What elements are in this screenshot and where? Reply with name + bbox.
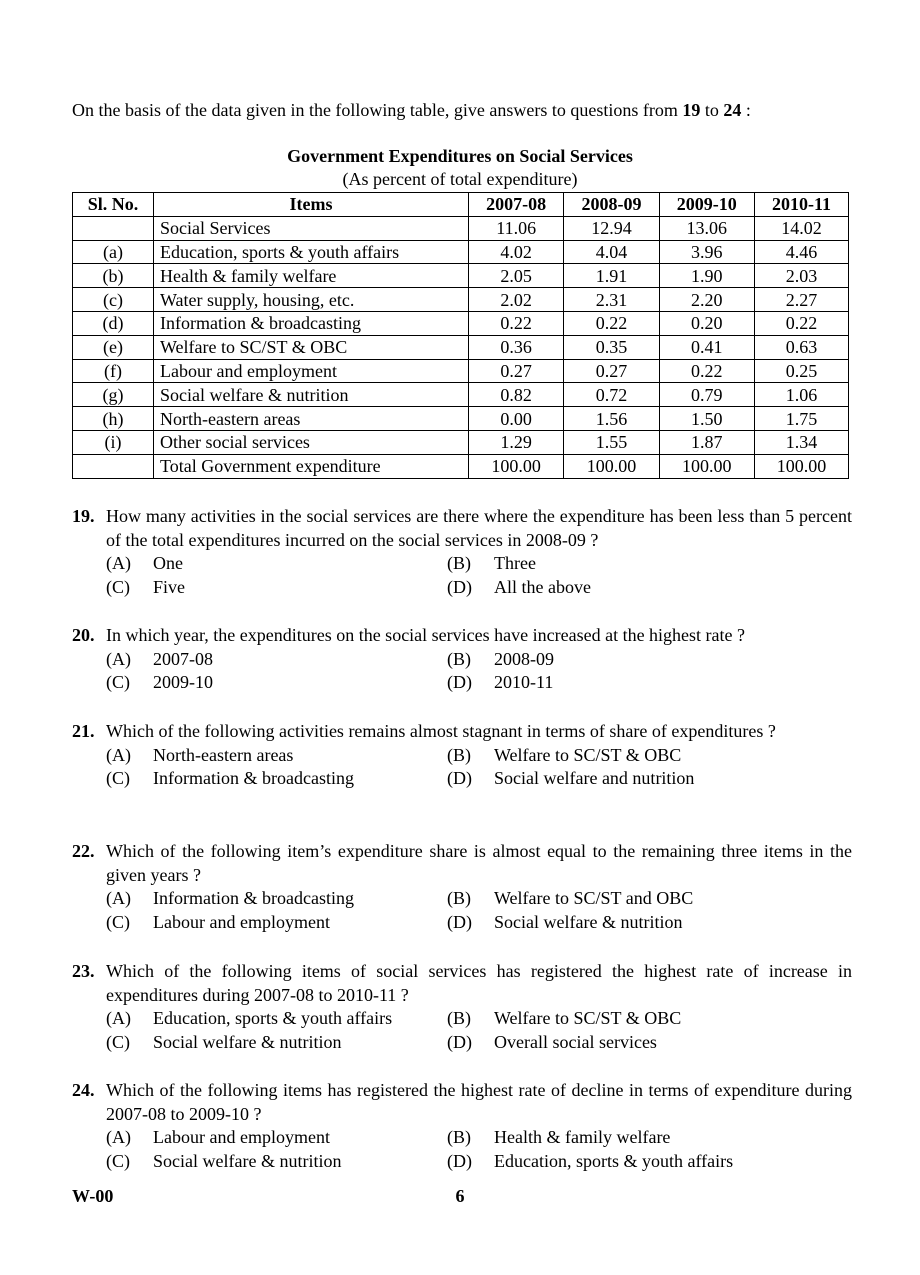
answer-option[interactable]	[106, 911, 447, 935]
answer-option[interactable]	[106, 1031, 447, 1055]
question-text: Which of the following items has registered the highest rate of decline in terms of expenditure during 2007-08 to 2009-10 ?	[106, 1080, 852, 1124]
value-cell: 0.36	[469, 335, 564, 359]
option-text: Three	[494, 553, 536, 573]
value-cell: 0.25	[754, 359, 848, 383]
option-label: (C)	[106, 1150, 130, 1171]
option-text: Five	[153, 576, 186, 597]
expenditure-table	[72, 192, 849, 479]
answer-option[interactable]	[447, 648, 852, 672]
table-row	[73, 216, 849, 240]
answer-option[interactable]	[106, 767, 447, 791]
answer-option[interactable]	[106, 648, 447, 672]
option-text: 2008-09	[494, 648, 554, 669]
option-label: (C)	[106, 672, 130, 692]
serial-cell	[73, 454, 154, 478]
value-cell: 0.27	[564, 359, 659, 383]
question-text: Which of the following items of social services has registered the highest rate of increase in expenditures during 2007-08 to 2010-11 ?	[106, 961, 852, 1005]
answer-option[interactable]	[447, 576, 852, 600]
column-header: Items	[154, 193, 469, 217]
option-label: (B)	[447, 553, 471, 573]
value-cell: 1.34	[754, 430, 848, 454]
option-text: Education, sports & youth affairs	[153, 1008, 393, 1028]
option-text: Welfare to SC/ST & OBC	[494, 1008, 682, 1028]
question-text: Which of the following activities remains almost stagnant in terms of share of expenditures ?	[106, 721, 776, 741]
value-cell: 4.04	[564, 240, 659, 264]
option-label: (B)	[447, 888, 471, 908]
value-cell: 14.02	[754, 216, 848, 240]
option-text: Social welfare & nutrition	[153, 1031, 342, 1052]
option-text: Labour and employment	[153, 911, 330, 932]
option-text: One	[153, 553, 183, 573]
option-label: (D)	[447, 768, 472, 788]
serial-cell: (f)	[73, 359, 154, 383]
option-label: (D)	[447, 576, 472, 597]
option-label: (D)	[447, 672, 472, 692]
option-label: (B)	[447, 1008, 471, 1028]
column-header: 2008-09	[564, 193, 659, 217]
page-number: 6	[455, 1186, 465, 1206]
item-cell: Education, sports & youth affairs	[154, 240, 469, 264]
answer-option[interactable]	[106, 1007, 447, 1031]
answer-option[interactable]	[106, 887, 447, 911]
table-subtitle: (As percent of total expenditure)	[342, 169, 578, 189]
question-number: 23.	[72, 961, 95, 981]
table-row	[73, 430, 849, 454]
option-text: North-eastern areas	[153, 744, 294, 765]
answer-option[interactable]	[447, 887, 852, 911]
serial-cell: (a)	[73, 240, 154, 264]
question-23	[72, 960, 852, 1054]
table-header-row	[73, 193, 849, 217]
value-cell: 11.06	[469, 216, 564, 240]
value-cell: 4.46	[754, 240, 848, 264]
serial-cell: (g)	[73, 383, 154, 407]
answer-option[interactable]	[447, 1150, 852, 1174]
value-cell: 0.22	[659, 359, 754, 383]
table-row	[73, 264, 849, 288]
answer-option[interactable]	[106, 576, 447, 600]
item-cell: Health & family welfare	[154, 264, 469, 288]
value-cell: 0.27	[469, 359, 564, 383]
serial-cell: (b)	[73, 264, 154, 288]
option-text: Social welfare & nutrition	[153, 1150, 342, 1171]
answer-option[interactable]	[447, 552, 852, 576]
option-label: (C)	[106, 911, 130, 932]
value-cell: 0.00	[469, 407, 564, 431]
value-cell: 0.41	[659, 335, 754, 359]
answer-option[interactable]	[447, 1031, 852, 1055]
value-cell: 2.02	[469, 288, 564, 312]
value-cell: 2.20	[659, 288, 754, 312]
value-cell: 0.35	[564, 335, 659, 359]
option-text: Social welfare & nutrition	[494, 911, 683, 932]
question-number: 19.	[72, 506, 95, 526]
table-row	[73, 383, 849, 407]
column-header: 2007-08	[469, 193, 564, 217]
option-label: (D)	[447, 1031, 472, 1052]
item-cell: Total Government expenditure	[154, 454, 469, 478]
question-text: How many activities in the social services are there where the expenditure has been less than 5 percent of the total expenditures incurred on the social services in 2008-09 ?	[106, 506, 852, 550]
instructions: On the basis of the data given in the following table, give answers to questions from 19 to 24 :	[72, 100, 751, 120]
value-cell: 1.87	[659, 430, 754, 454]
value-cell: 100.00	[754, 454, 848, 478]
option-label: (B)	[447, 1127, 471, 1147]
option-text: Overall social services	[494, 1031, 657, 1052]
option-label: (C)	[106, 768, 130, 788]
question-21	[72, 720, 852, 791]
value-cell: 0.63	[754, 335, 848, 359]
option-text: Information & broadcasting	[153, 888, 354, 908]
value-cell: 2.27	[754, 288, 848, 312]
option-text: Information & broadcasting	[153, 768, 354, 788]
option-label: (A)	[106, 744, 131, 765]
option-text: Education, sports & youth affairs	[494, 1150, 734, 1171]
answer-option[interactable]	[106, 1126, 447, 1150]
table-title: Government Expenditures on Social Services	[287, 146, 633, 166]
value-cell: 100.00	[659, 454, 754, 478]
value-cell: 2.05	[469, 264, 564, 288]
question-text: In which year, the expenditures on the social services have increased at the highest rate ?	[106, 625, 746, 645]
column-header: 2010-11	[754, 193, 848, 217]
item-cell: North-eastern areas	[154, 407, 469, 431]
table-row	[73, 240, 849, 264]
option-label: (A)	[106, 553, 131, 573]
value-cell: 1.50	[659, 407, 754, 431]
value-cell: 1.56	[564, 407, 659, 431]
value-cell: 1.29	[469, 430, 564, 454]
value-cell: 0.22	[469, 311, 564, 335]
value-cell: 0.72	[564, 383, 659, 407]
value-cell: 0.20	[659, 311, 754, 335]
value-cell: 2.03	[754, 264, 848, 288]
value-cell: 1.55	[564, 430, 659, 454]
option-text: Labour and employment	[153, 1127, 330, 1147]
option-text: 2007-08	[153, 648, 213, 669]
option-label: (B)	[447, 744, 471, 765]
paper-code: W-00	[72, 1186, 114, 1206]
option-label: (A)	[106, 1127, 131, 1147]
answer-option[interactable]	[106, 744, 447, 768]
table-row	[73, 359, 849, 383]
answer-option[interactable]	[447, 911, 852, 935]
value-cell: 2.31	[564, 288, 659, 312]
item-cell: Labour and employment	[154, 359, 469, 383]
answer-option[interactable]	[447, 1007, 852, 1031]
question-number: 24.	[72, 1080, 95, 1100]
table-row	[73, 311, 849, 335]
value-cell: 0.82	[469, 383, 564, 407]
option-text: Health & family welfare	[494, 1127, 671, 1147]
option-label: (A)	[106, 648, 131, 669]
value-cell: 1.75	[754, 407, 848, 431]
value-cell: 13.06	[659, 216, 754, 240]
question-number: 21.	[72, 721, 95, 741]
table-row	[73, 288, 849, 312]
answer-option[interactable]	[106, 671, 447, 695]
question-24	[72, 1079, 852, 1173]
option-text: Welfare to SC/ST & OBC	[494, 744, 682, 765]
value-cell: 4.02	[469, 240, 564, 264]
value-cell: 0.22	[564, 311, 659, 335]
item-cell: Water supply, housing, etc.	[154, 288, 469, 312]
option-text: All the above	[494, 576, 591, 597]
option-label: (B)	[447, 648, 471, 669]
item-cell: Other social services	[154, 430, 469, 454]
serial-cell: (e)	[73, 335, 154, 359]
serial-cell: (i)	[73, 430, 154, 454]
value-cell: 100.00	[564, 454, 659, 478]
option-label: (D)	[447, 1150, 472, 1171]
answer-option[interactable]	[106, 552, 447, 576]
option-text: Social welfare and nutrition	[494, 768, 695, 788]
value-cell: 0.79	[659, 383, 754, 407]
value-cell: 12.94	[564, 216, 659, 240]
question-20	[72, 624, 852, 695]
column-header: 2009-10	[659, 193, 754, 217]
item-cell: Social Services	[154, 216, 469, 240]
question-text: Which of the following item’s expenditure share is almost equal to the remaining three items in the given years ?	[106, 841, 852, 885]
question-19	[72, 505, 852, 599]
item-cell: Information & broadcasting	[154, 311, 469, 335]
question-number: 22.	[72, 841, 95, 861]
option-label: (C)	[106, 576, 130, 597]
table-row	[73, 407, 849, 431]
option-label: (A)	[106, 1008, 131, 1028]
answer-option[interactable]	[447, 767, 852, 791]
value-cell: 1.91	[564, 264, 659, 288]
option-text: 2009-10	[153, 672, 213, 692]
option-label: (A)	[106, 888, 131, 908]
answer-option[interactable]	[106, 1150, 447, 1174]
column-header: Sl. No.	[73, 193, 154, 217]
answer-option[interactable]	[447, 744, 852, 768]
value-cell: 1.90	[659, 264, 754, 288]
serial-cell: (d)	[73, 311, 154, 335]
option-label: (D)	[447, 911, 472, 932]
table-row	[73, 454, 849, 478]
serial-cell: (c)	[73, 288, 154, 312]
answer-option[interactable]	[447, 671, 852, 695]
serial-cell	[73, 216, 154, 240]
value-cell: 1.06	[754, 383, 848, 407]
option-label: (C)	[106, 1031, 130, 1052]
value-cell: 0.22	[754, 311, 848, 335]
option-text: 2010-11	[494, 672, 554, 692]
table-row	[73, 335, 849, 359]
question-22	[72, 840, 852, 934]
item-cell: Social welfare & nutrition	[154, 383, 469, 407]
value-cell: 100.00	[469, 454, 564, 478]
serial-cell: (h)	[73, 407, 154, 431]
option-text: Welfare to SC/ST and OBC	[494, 888, 694, 908]
item-cell: Welfare to SC/ST & OBC	[154, 335, 469, 359]
question-number: 20.	[72, 625, 95, 645]
value-cell: 3.96	[659, 240, 754, 264]
answer-option[interactable]	[447, 1126, 852, 1150]
